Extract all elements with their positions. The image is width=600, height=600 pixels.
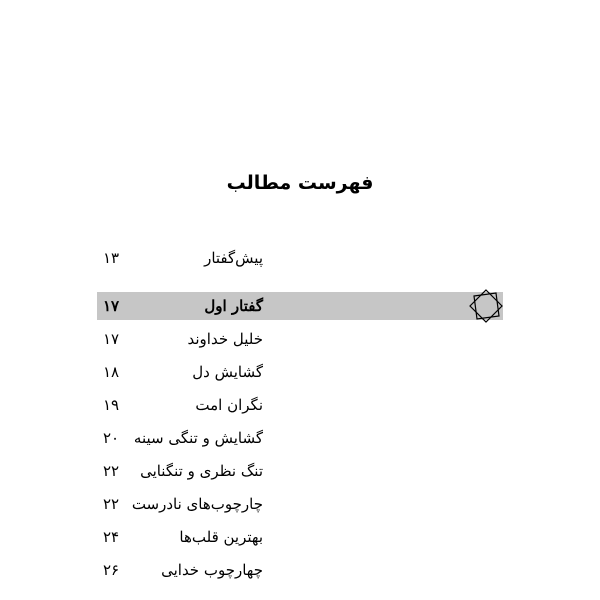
toc-entry-label: گشایش و تنگی سینه	[133, 429, 263, 447]
toc-entry-label: تنگ نظری و تنگنایی	[140, 462, 263, 480]
toc-entry-label: پیش‌گفتار	[204, 249, 263, 267]
toc-page-number: ۲۰	[103, 429, 120, 447]
toc-entry-label: چارچوب‌های نادرست	[131, 495, 263, 513]
toc-entry-label: گفتار اول	[204, 297, 263, 315]
toc-title: فهرست مطالب	[226, 172, 374, 194]
toc-entry[interactable]	[97, 558, 503, 582]
toc-entry[interactable]	[97, 246, 503, 270]
toc-entry-label: چهارچوب خدایی	[161, 561, 263, 579]
toc-entry-label: گشایش دل	[192, 363, 263, 381]
toc-page-number: ۱۷	[103, 330, 120, 348]
toc-entry-highlighted[interactable]	[97, 292, 503, 320]
toc-entry-label: بهترین قلب‌ها	[179, 528, 263, 546]
toc-entry[interactable]	[97, 426, 503, 450]
toc-entry[interactable]	[97, 360, 503, 384]
toc-page-number: ۱۷	[103, 297, 120, 315]
toc-page-number: ۱۹	[103, 396, 120, 414]
toc-page-number: ۱۸	[103, 363, 120, 381]
toc-page-number: ۱۳	[103, 249, 120, 267]
toc-entry[interactable]	[97, 492, 503, 516]
toc-page-number: ۲۶	[103, 561, 120, 579]
toc-entry[interactable]	[97, 327, 503, 351]
toc-page-number: ۲۴	[103, 528, 120, 546]
toc-page-number: ۲۲	[103, 495, 120, 513]
toc-entry-label: نگران امت	[195, 396, 263, 414]
toc-page-number: ۲۲	[103, 462, 120, 480]
toc-entry-label: خلیل خداوند	[187, 330, 263, 348]
toc-entry[interactable]	[97, 525, 503, 549]
toc-entry[interactable]	[97, 459, 503, 483]
section-marker-icon	[468, 288, 504, 324]
toc-entry[interactable]	[97, 393, 503, 417]
